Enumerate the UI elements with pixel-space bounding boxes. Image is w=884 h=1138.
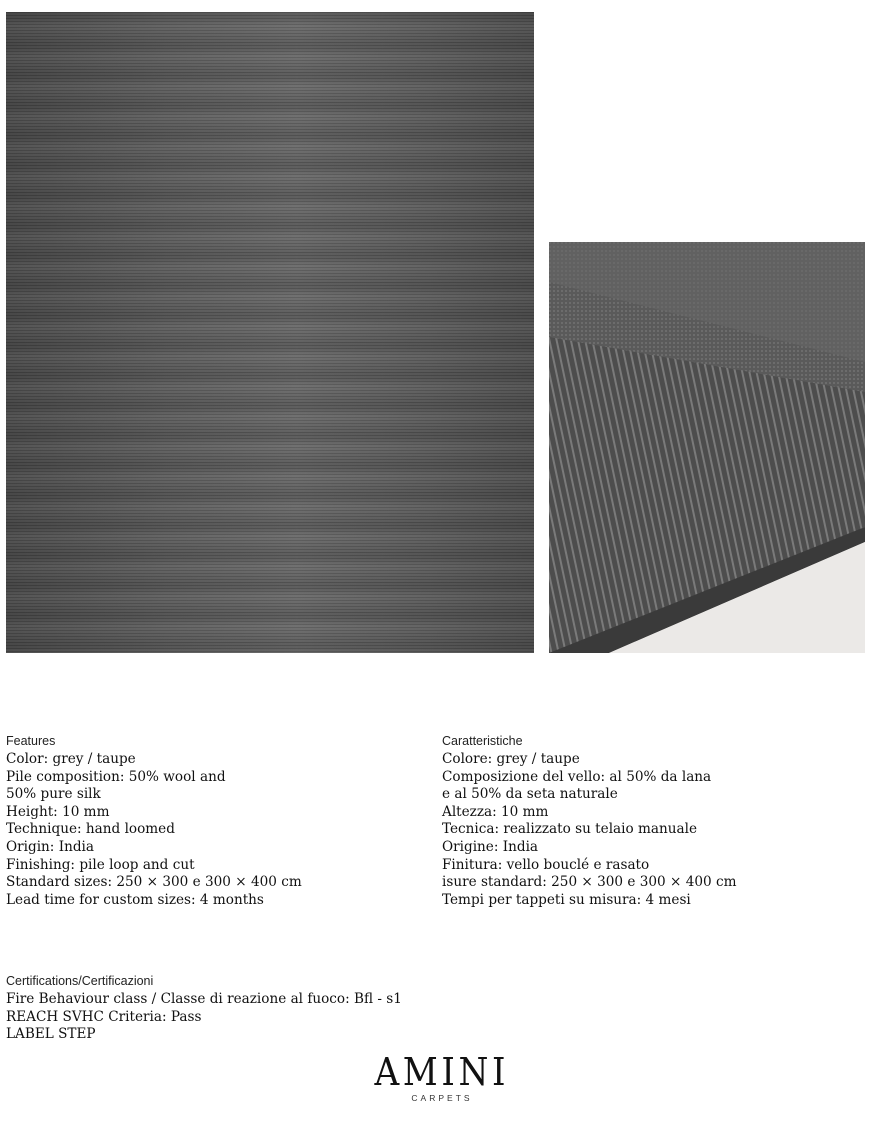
- certification-line: Fire Behaviour class / Classe di reazione al fuoco: Bfl - s1: [6, 991, 402, 1007]
- feature-line: Origin: India: [6, 838, 94, 855]
- brand-logo-name: AMINI: [374, 1050, 510, 1094]
- caratteristica-line: Tempi per tappeti su misura: 4 mesi: [442, 891, 691, 908]
- feature-line: Standard sizes: 250 × 300 e 300 × 400 cm: [6, 874, 302, 891]
- feature-line: Pile composition: 50% wool and: [6, 768, 226, 785]
- features-heading: Features: [6, 734, 56, 748]
- caratteristiche-section: [442, 734, 872, 909]
- certifications-heading: Certifications/Certificazioni: [6, 974, 154, 988]
- feature-line: Lead time for custom sizes: 4 months: [6, 891, 264, 908]
- brand-logo: [342, 1052, 542, 1103]
- features-section: [6, 734, 426, 909]
- caratteristiche-heading: Caratteristiche: [442, 734, 523, 748]
- feature-line: Color: grey / taupe: [6, 751, 136, 767]
- caratteristica-line: Tecnica: realizzato su telaio manuale: [442, 821, 697, 838]
- certification-line: REACH SVHC Criteria: Pass: [6, 1008, 202, 1025]
- rug-photo: [6, 12, 534, 653]
- caratteristica-line: Composizione del vello: al 50% da lana: [442, 768, 712, 785]
- certification-line: LABEL STEP: [6, 1026, 96, 1043]
- caratteristica-line: Altezza: 10 mm: [442, 803, 549, 820]
- certifications-section: [6, 974, 606, 1044]
- caratteristica-line: Colore: grey / taupe: [442, 751, 580, 767]
- feature-line: Technique: hand loomed: [6, 821, 175, 838]
- feature-line: Finishing: pile loop and cut: [6, 856, 195, 873]
- caratteristica-line: isure standard: 250 × 300 e 300 × 400 cm: [442, 874, 737, 891]
- rug-detail-photo: [549, 242, 865, 653]
- brand-logo-sub: CARPETS: [411, 1093, 473, 1103]
- caratteristica-line: Origine: India: [442, 838, 539, 855]
- feature-line: 50% pure silk: [6, 786, 101, 803]
- feature-line: Height: 10 mm: [6, 803, 110, 820]
- caratteristica-line: e al 50% da seta naturale: [442, 786, 618, 803]
- caratteristica-line: Finitura: vello bouclé e rasato: [442, 856, 650, 873]
